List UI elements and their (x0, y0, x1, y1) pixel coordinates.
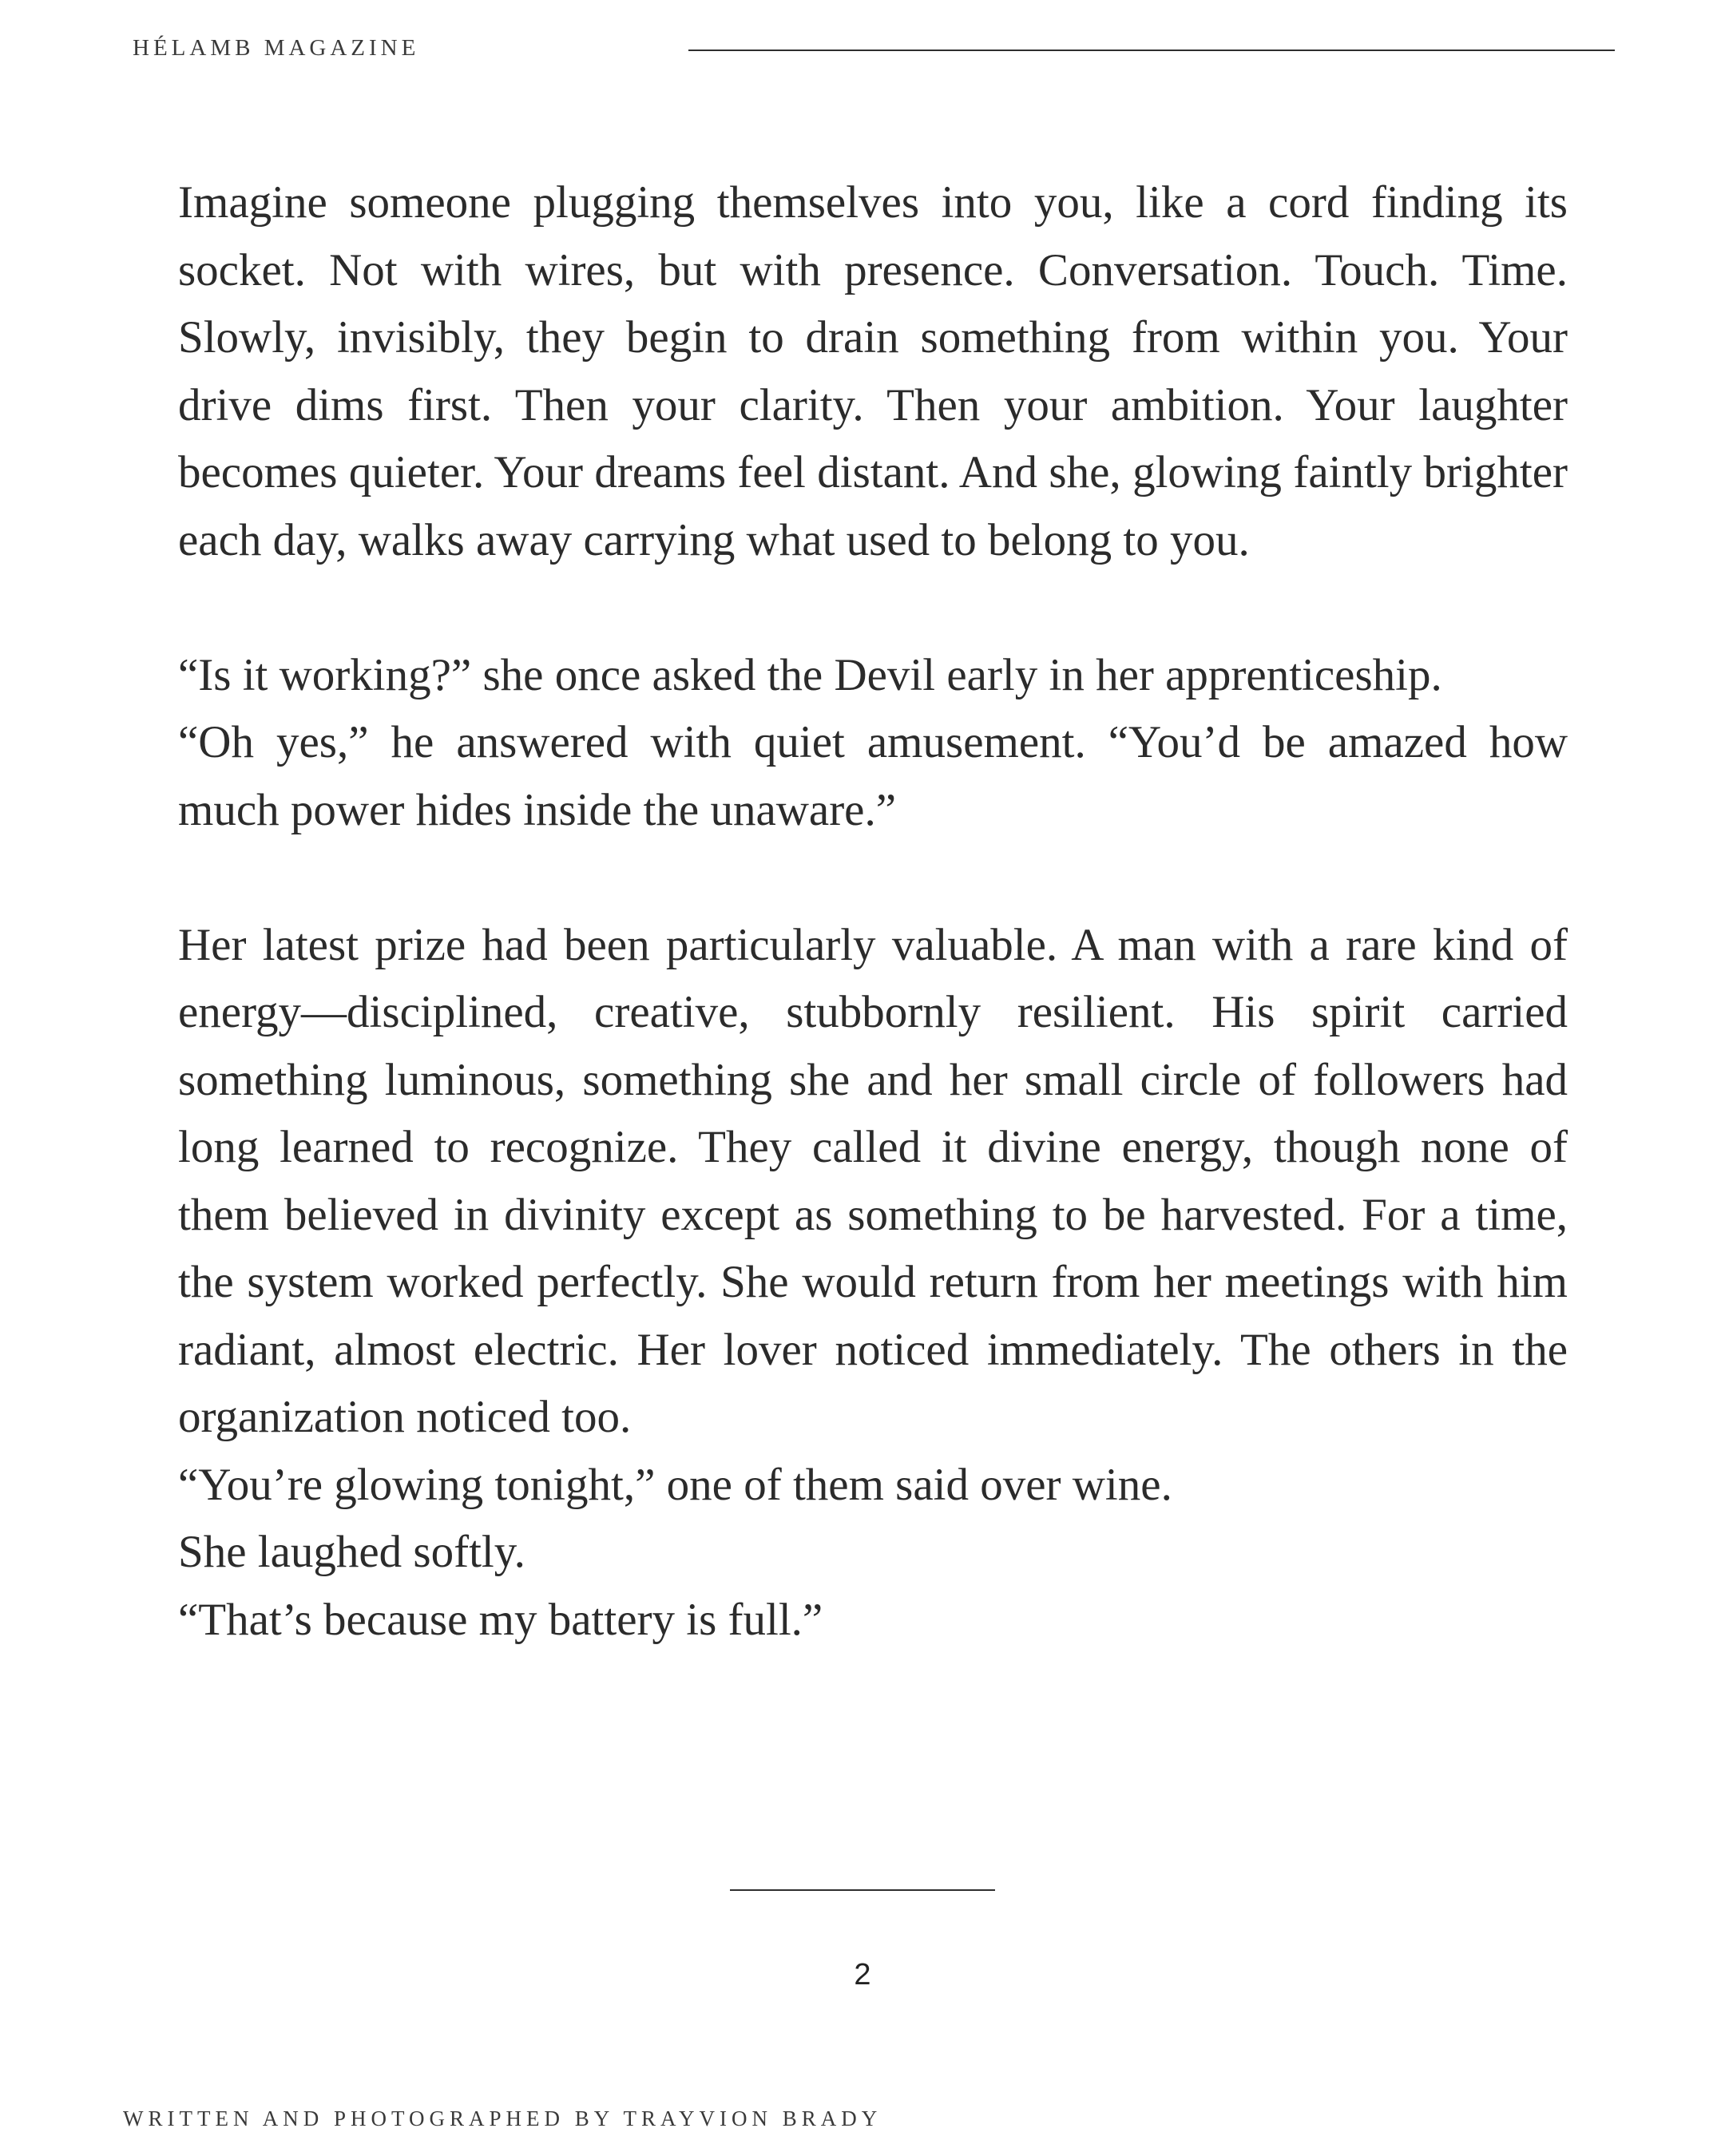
dialogue-battery: “That’s because my battery is full.” (178, 1594, 823, 1645)
article-body (178, 169, 1568, 1654)
author-credit: WRITTEN AND PHOTOGRAPHED BY TRAYVION BRADY (123, 2106, 882, 2130)
paragraph-latest-prize: Her latest prize had been particularly valuable. A man with a rare kind of energy—disciplined, creative, stubbornly resilient. His spirit carried something luminous, something she and her small circle of followers had long learned to recognize. They called it divine energy, though none of them believed in divinity except as something to be harvested. For a time, the system worked perfectly. She would return from her meetings with him radiant, almost electric. Her lover noticed immediately. The others in the organization noticed too. (178, 919, 1568, 1442)
paragraph-spacer (178, 844, 1568, 912)
narration-laughed: She laughed softly. (178, 1527, 525, 1577)
dialogue-glowing: “You’re glowing tonight,” one of them said over wine. (178, 1459, 1172, 1510)
magazine-masthead: HÉLAMB MAGAZINE (133, 35, 420, 61)
page-number: 2 (854, 1958, 871, 1992)
paragraph-intro: Imagine someone plugging themselves into you, like a cord finding its socket. Not with wires, but with presence. Conversation. Touch. Time. Slowly, invisibly, they begin to drain something from within you. Your drive dims first. Then your clarity. Then your ambition. Your laughter becomes quieter. Your dreams feel distant. And she, glowing faintly brighter each day, walks away carrying what used to belong to you. (178, 177, 1568, 565)
dialogue-question: “Is it working?” she once asked the Devil early in her apprenticeship. (178, 649, 1442, 700)
dialogue-answer: “Oh yes,” he answered with quiet amusement. “You’d be amazed how much power hides inside the unaware.” (178, 717, 1568, 835)
paragraph-spacer (178, 574, 1568, 642)
footer-divider (730, 1889, 995, 1891)
header-divider (688, 50, 1615, 51)
